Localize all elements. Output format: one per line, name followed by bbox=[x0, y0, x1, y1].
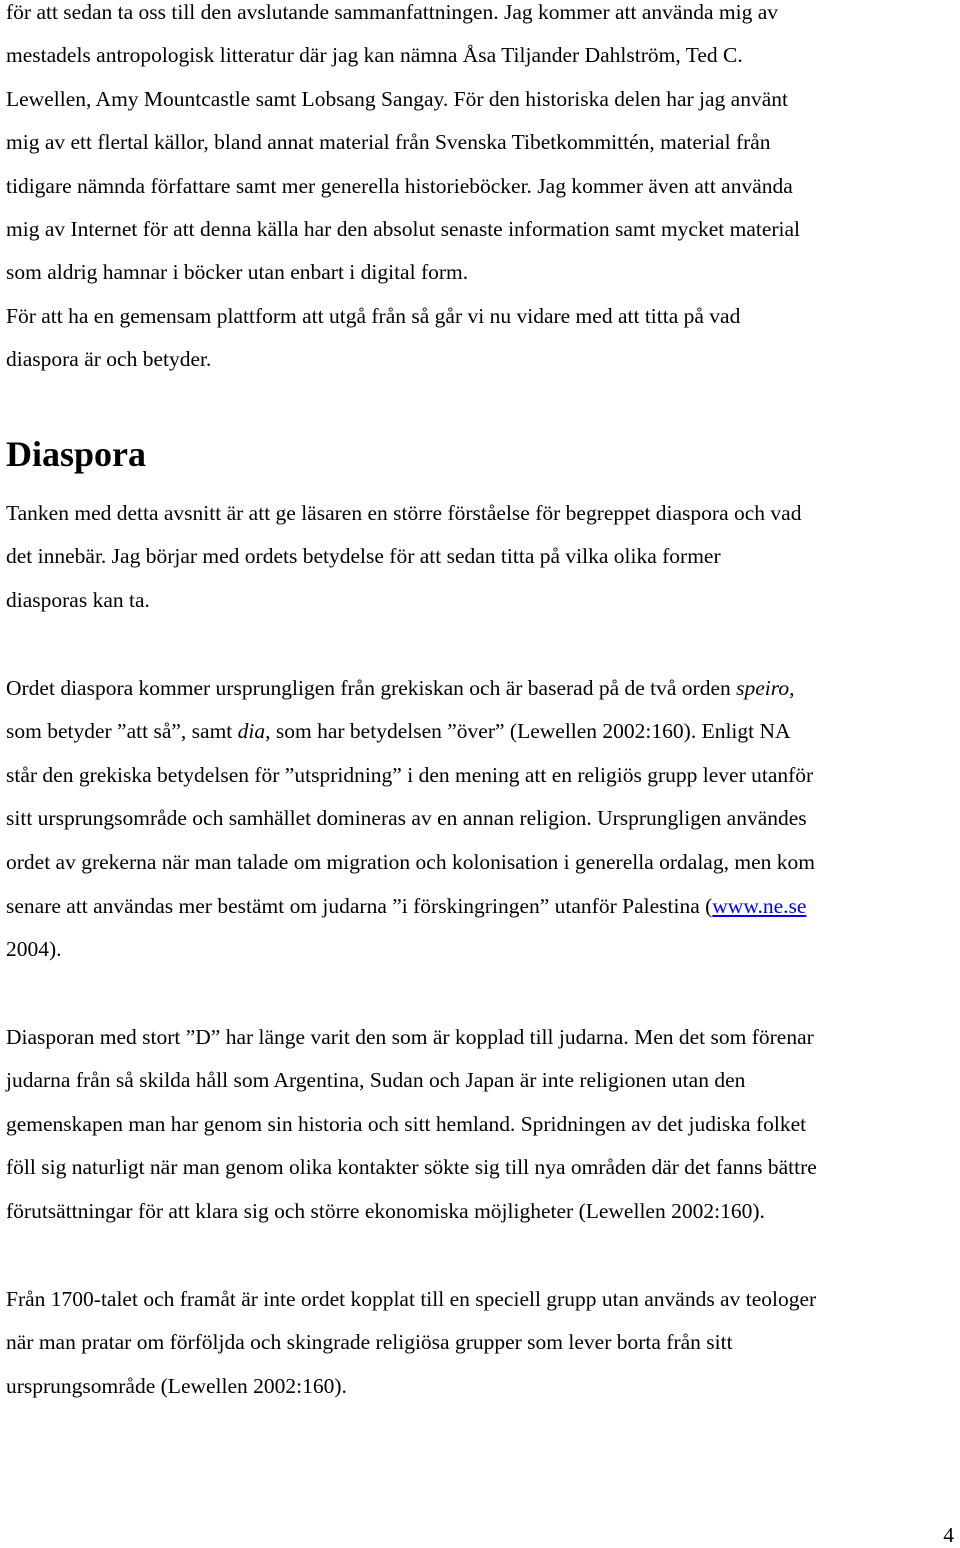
text-run: som har betydelsen ”över” (Lewellen 2002:160). Enligt NA bbox=[270, 719, 791, 743]
text-line: föll sig naturligt när man genom olika kontakter sökte sig till nya områden där det fanns bättre bbox=[6, 1155, 817, 1179]
text-line: judarna från så skilda håll som Argentina, Sudan och Japan är inte religionen utan den bbox=[6, 1068, 746, 1092]
text-line: Från 1700-talet och framåt är inte ordet kopplat till en speciell grupp utan används av teologer bbox=[6, 1287, 817, 1311]
emphasis-word: dia, bbox=[237, 719, 271, 743]
text-line: Lewellen, Amy Mountcastle samt Lobsang Sangay. För den historiska delen har jag använt bbox=[6, 87, 788, 111]
page-number: 4 bbox=[943, 1523, 954, 1547]
text-line: diaspora är och betyder. bbox=[6, 347, 212, 371]
text-line: när man pratar om förföljda och skingrade religiösa grupper som lever borta från sitt bbox=[6, 1330, 733, 1354]
text-line bbox=[6, 718, 791, 744]
text-line: Diasporan med stort ”D” har länge varit den som är kopplad till judarna. Men det som förenar bbox=[6, 1025, 814, 1049]
text-line: 2004). bbox=[6, 937, 62, 961]
text-line: mig av ett flertal källor, bland annat material från Svenska Tibetkommittén, material från bbox=[6, 130, 771, 154]
emphasis-word: speiro, bbox=[736, 676, 795, 700]
text-line: förutsättningar för att klara sig och större ekonomiska möjligheter (Lewellen 2002:160). bbox=[6, 1199, 765, 1223]
text-run: Ordet diaspora kommer ursprungligen från grekiskan och är baserad på de två orden bbox=[6, 676, 737, 700]
text-line: gemenskapen man har genom sin historia och sitt hemland. Spridningen av det judiska folket bbox=[6, 1112, 807, 1136]
ne-se-link[interactable]: www.ne.se bbox=[712, 894, 807, 918]
text-line: För att ha en gemensam plattform att utgå från så går vi nu vidare med att titta på vad bbox=[6, 304, 741, 328]
text-line: det innebär. Jag börjar med ordets betydelse för att sedan titta på vilka olika former bbox=[6, 544, 721, 568]
text-line: för att sedan ta oss till den avslutande sammanfattningen. Jag kommer att använda mig av bbox=[6, 0, 778, 24]
text-line: mig av Internet för att denna källa har den absolut senaste information samt mycket material bbox=[6, 217, 801, 241]
text-line: diasporas kan ta. bbox=[6, 588, 150, 612]
text-line bbox=[6, 675, 794, 701]
text-line: står den grekiska betydelsen för ”utspridning” i den mening att en religiös grupp lever utanför bbox=[6, 763, 814, 787]
text-line: som aldrig hamnar i böcker utan enbart i digital form. bbox=[6, 260, 469, 284]
text-line: sitt ursprungsområde och samhället domineras av en annan religion. Ursprungligen användes bbox=[6, 806, 807, 830]
text-line: tidigare nämnda författare samt mer generella historieböcker. Jag kommer även att använda bbox=[6, 174, 793, 198]
text-line bbox=[6, 893, 806, 919]
text-line: ursprungsområde (Lewellen 2002:160). bbox=[6, 1374, 347, 1398]
text-run: som betyder ”att så”, samt bbox=[6, 719, 238, 743]
section-heading: Diaspora bbox=[6, 434, 147, 474]
text-line: ordet av grekerna när man talade om migration och kolonisation i generella ordalag, men kom bbox=[6, 850, 815, 874]
text-line: mestadels antropologisk litteratur där jag kan nämna Åsa Tiljander Dahlström, Ted C. bbox=[6, 43, 743, 67]
text-line: Tanken med detta avsnitt är att ge läsaren en större förståelse för begreppet diaspora och vad bbox=[6, 501, 802, 525]
text-run: senare att användas mer bestämt om judarna ”i förskingringen” utanför Palestina ( bbox=[6, 894, 713, 918]
